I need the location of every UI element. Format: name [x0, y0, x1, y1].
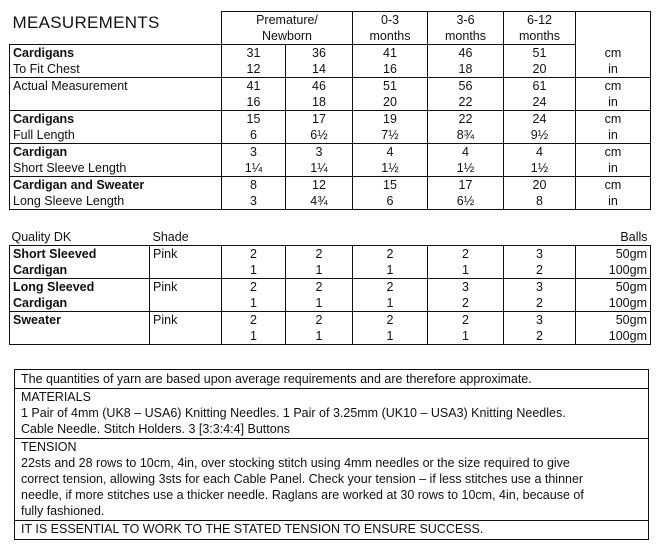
- measurement-value: 46: [286, 78, 353, 95]
- measurement-value: 3: [222, 144, 286, 161]
- yarn-quantity: 1: [353, 262, 428, 279]
- materials-line-1: 1 Pair of 4mm (UK8 – USA6) Knitting Needles. 1 Pair of 3.25mm (UK10 – USA3) Knitting Needles.: [21, 406, 566, 420]
- yarn-header-row: [10, 229, 651, 246]
- measurement-value: 16: [222, 94, 286, 111]
- yarn-shade: Pink: [150, 279, 222, 296]
- measurement-row: [10, 144, 651, 161]
- yarn-quantity: 2: [504, 262, 576, 279]
- measurement-value: 12: [222, 61, 286, 78]
- unit-cm: cm: [576, 111, 651, 128]
- measurement-value: 1¼: [222, 160, 286, 177]
- measurement-value: 3: [222, 193, 286, 210]
- measurement-value: 18: [286, 94, 353, 111]
- yarn-row: [10, 312, 651, 329]
- measurement-value: 9½: [504, 127, 576, 144]
- yarn-row: [10, 262, 651, 279]
- yarn-shade-empty: [150, 295, 222, 312]
- measurement-row: [10, 94, 651, 111]
- yarn-shade: Pink: [150, 312, 222, 329]
- measurement-value: 8: [504, 193, 576, 210]
- yarn-shade: Pink: [150, 246, 222, 263]
- yarn-quantity: 2: [222, 312, 286, 329]
- measurement-sublabel: Short Sleeve Length: [10, 160, 222, 177]
- measurement-sublabel: To Fit Chest: [10, 61, 222, 78]
- unit-cm: cm: [576, 177, 651, 194]
- yarn-item-name: [10, 328, 150, 345]
- yarn-quantity: 3: [504, 312, 576, 329]
- yarn-table: [9, 229, 651, 345]
- yarn-quantity: 2: [222, 279, 286, 296]
- measurement-value: 8: [222, 177, 286, 194]
- yarn-item-name: Long Sleeved: [10, 279, 150, 296]
- measurement-label: Cardigans: [10, 111, 222, 128]
- measurement-value: 24: [504, 94, 576, 111]
- measurement-value: 3: [286, 144, 353, 161]
- yarn-quantity: 1: [222, 295, 286, 312]
- measurement-value: 31: [222, 45, 286, 62]
- unit-cm: cm: [576, 78, 651, 95]
- tension-line-1: 22sts and 28 rows to 10cm, 4in, over stocking stitch using 4mm needles or the size required to give: [21, 456, 570, 470]
- materials-heading: MATERIALS: [15, 388, 648, 405]
- measurement-sublabel: Full Length: [10, 127, 222, 144]
- measurement-value: 17: [428, 177, 504, 194]
- measurement-label: Cardigan and Sweater: [10, 177, 222, 194]
- yarn-weight: 50gm: [576, 279, 651, 296]
- measurement-row: [10, 45, 651, 62]
- measurement-label: Actual Measurement: [10, 78, 222, 95]
- yarn-shade-empty: [150, 328, 222, 345]
- yarn-weight: 100gm: [576, 328, 651, 345]
- size-premature-header: Premature/: [222, 12, 353, 29]
- measurement-value: 4: [353, 144, 428, 161]
- measurement-sublabel: Long Sleeve Length: [10, 193, 222, 210]
- measurement-value: 61: [504, 78, 576, 95]
- essential-note: IT IS ESSENTIAL TO WORK TO THE STATED TENSION TO ENSURE SUCCESS.: [15, 520, 648, 537]
- yarn-item-name: Short Sleeved: [10, 246, 150, 263]
- measurement-value: 19: [353, 111, 428, 128]
- measurement-label: Cardigan: [10, 144, 222, 161]
- yarn-quantity: 1: [286, 328, 353, 345]
- yarn-quantity: 3: [504, 246, 576, 263]
- size-0-3-header: 0-3: [353, 12, 428, 29]
- measurement-value: 1½: [428, 160, 504, 177]
- measurement-row: [10, 127, 651, 144]
- measurement-value: 12: [286, 177, 353, 194]
- size-3-6-header: 3-6: [428, 12, 504, 29]
- measurements-header-row: [10, 12, 651, 29]
- yarn-row: [10, 246, 651, 263]
- yarn-quantity: 3: [428, 279, 504, 296]
- yarn-row: [10, 328, 651, 345]
- tension-line-2: correct tension, allowing 3sts for each Cable Panel. Check your tension – if less stitches use a thinner: [21, 472, 584, 486]
- measurements-title: MEASUREMENTS: [12, 12, 160, 32]
- yarn-quantity: 2: [428, 246, 504, 263]
- measurement-label: Cardigans: [10, 45, 222, 62]
- balls-label: Balls: [576, 229, 651, 246]
- measurement-value: 1¼: [286, 160, 353, 177]
- yarn-quantity: 2: [504, 328, 576, 345]
- measurement-row: [10, 78, 651, 95]
- measurement-value: 8¾: [428, 127, 504, 144]
- measurements-table: [9, 11, 651, 210]
- measurement-value: 51: [353, 78, 428, 95]
- measurement-value: 36: [286, 45, 353, 62]
- measurement-value: 4: [428, 144, 504, 161]
- measurement-value: 46: [428, 45, 504, 62]
- measurement-value: 51: [504, 45, 576, 62]
- unit-in: in: [576, 61, 651, 78]
- unit-in: in: [576, 160, 651, 177]
- size-6-12-header-line2: months: [504, 28, 576, 45]
- yarn-quantity: 1: [286, 262, 353, 279]
- measurement-value: 15: [222, 111, 286, 128]
- quality-label: Quality DK: [10, 229, 150, 246]
- measurement-value: 22: [428, 111, 504, 128]
- measurement-value: 20: [353, 94, 428, 111]
- measurement-value: 4¾: [286, 193, 353, 210]
- unit-cm: cm: [576, 45, 651, 62]
- yarn-item-name: Sweater: [10, 312, 150, 329]
- measurement-row: [10, 177, 651, 194]
- yarn-weight: 100gm: [576, 295, 651, 312]
- measurement-value: 15: [353, 177, 428, 194]
- yarn-quantity: 2: [353, 279, 428, 296]
- tension-heading: TENSION: [15, 438, 648, 455]
- notes-box: [14, 369, 649, 540]
- quantities-note: The quantities of yarn are based upon average requirements and are therefore approximate.: [21, 372, 532, 386]
- yarn-quantity: 1: [428, 262, 504, 279]
- tension-line-3: needle, if more stitches use a thicker needle. Raglans are worked at 30 rows to 10cm, 4in, because of: [21, 488, 584, 502]
- yarn-quantity: 2: [222, 246, 286, 263]
- measurement-value: 16: [353, 61, 428, 78]
- yarn-quantity: 2: [428, 295, 504, 312]
- yarn-quantity: 2: [504, 295, 576, 312]
- size-premature-header-line2: Newborn: [222, 28, 353, 45]
- measurement-value: 6½: [286, 127, 353, 144]
- measurement-row: [10, 160, 651, 177]
- measurement-value: 7½: [353, 127, 428, 144]
- yarn-quantity: 2: [353, 246, 428, 263]
- yarn-quantity: 1: [286, 295, 353, 312]
- shade-label: Shade: [150, 229, 222, 246]
- unit-cm: cm: [576, 144, 651, 161]
- measurement-value: 14: [286, 61, 353, 78]
- yarn-item-name: Cardigan: [10, 295, 150, 312]
- yarn-weight: 100gm: [576, 262, 651, 279]
- yarn-shade-empty: [150, 262, 222, 279]
- unit-in: in: [576, 127, 651, 144]
- yarn-quantity: 1: [222, 328, 286, 345]
- unit-header: [576, 12, 651, 45]
- unit-in: in: [576, 94, 651, 111]
- yarn-quantity: 2: [353, 312, 428, 329]
- yarn-quantity: 1: [353, 328, 428, 345]
- measurement-value: 22: [428, 94, 504, 111]
- yarn-quantity: 1: [353, 295, 428, 312]
- yarn-quantity: 1: [222, 262, 286, 279]
- yarn-quantity: 2: [286, 246, 353, 263]
- yarn-weight: 50gm: [576, 246, 651, 263]
- measurement-value: 6: [222, 127, 286, 144]
- measurement-value: 17: [286, 111, 353, 128]
- measurement-value: 6: [353, 193, 428, 210]
- measurement-row: [10, 193, 651, 210]
- measurement-value: 41: [353, 45, 428, 62]
- size-3-6-header-line2: months: [428, 28, 504, 45]
- measurement-value: 56: [428, 78, 504, 95]
- yarn-weight: 50gm: [576, 312, 651, 329]
- measurement-value: 20: [504, 61, 576, 78]
- size-0-3-header-line2: months: [353, 28, 428, 45]
- yarn-quantity: 2: [428, 312, 504, 329]
- measurement-sublabel: [10, 94, 222, 111]
- measurement-row: [10, 111, 651, 128]
- measurement-value: 20: [504, 177, 576, 194]
- yarn-quantity: 3: [504, 279, 576, 296]
- size-6-12-header: 6-12: [504, 12, 576, 29]
- measurement-value: 6½: [428, 193, 504, 210]
- measurement-value: 4: [504, 144, 576, 161]
- yarn-item-name: Cardigan: [10, 262, 150, 279]
- measurement-value: 1½: [353, 160, 428, 177]
- yarn-quantity: 1: [428, 328, 504, 345]
- unit-in: in: [576, 193, 651, 210]
- yarn-row: [10, 279, 651, 296]
- yarn-quantity: 2: [286, 279, 353, 296]
- yarn-quantity: 2: [286, 312, 353, 329]
- measurement-value: 18: [428, 61, 504, 78]
- materials-line-2: Cable Needle. Stitch Holders. 3 [3:3:4:4] Buttons: [21, 422, 290, 436]
- tension-line-4: fully fashioned.: [21, 504, 105, 518]
- measurement-row: [10, 61, 651, 78]
- measurement-value: 24: [504, 111, 576, 128]
- measurement-value: 1½: [504, 160, 576, 177]
- yarn-row: [10, 295, 651, 312]
- measurement-value: 41: [222, 78, 286, 95]
